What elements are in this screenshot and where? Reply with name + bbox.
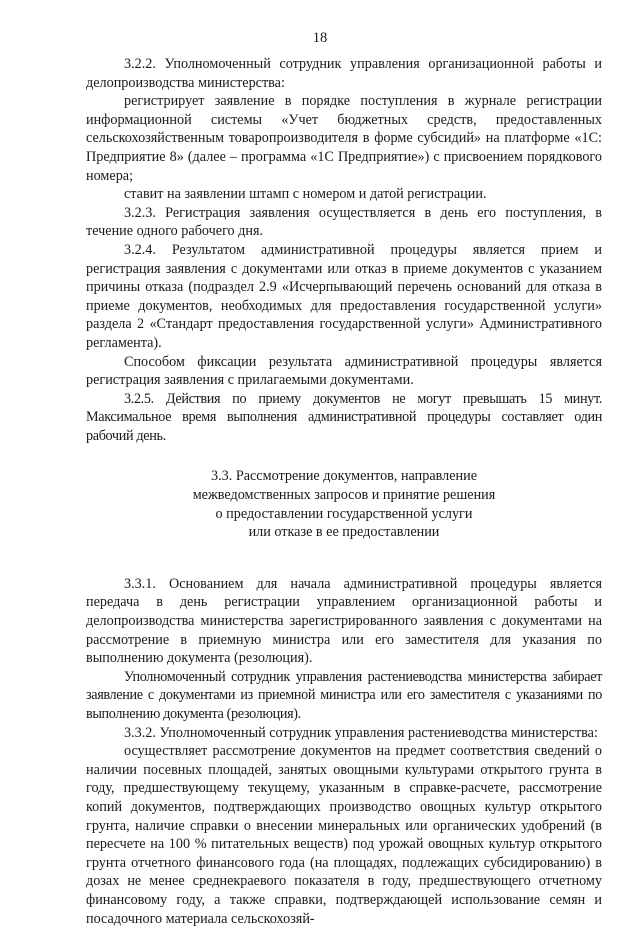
document-body <box>86 55 602 928</box>
paragraph-3-2-4: 3.2.4. Результатом административной процедуры является прием и регистрация заявления с документами или отказ в приеме документов с указанием причины отказа (подраздел 2.9 «Исчерпывающий перечень оснований для отказа в приеме документов, необходимых для предоставления государственной услуги» раздела 2 «Стандарт предоставления государственной услуги» Административного регламента). <box>86 241 602 351</box>
paragraph-3-2-5: 3.2.5. Действия по приему документов не могут превышать 15 минут. Максимальное время выполнения административной процедуры составляет один рабочий день. <box>86 390 602 444</box>
paragraph-3-2-3: 3.2.3. Регистрация заявления осуществляется в день его поступления, в течение одного рабочего дня. <box>86 204 602 240</box>
paragraph-review: осуществляет рассмотрение документов на предмет соответствия сведений о наличии посевных площадей, занятых овощными культурами открытого грунта в году, предшествующему текущему, указанным в справке-расчете, рассмотрение копий документов, подтверждающих производство овощных культур открытого грунта, наличие справки о внесении минеральных или органических удобрений (в пересчете на 100 % питательных веществ) под урожай овощных культур открытого грунта отчетного финансового года (на площадях, подлежащих субсидированию) в дозах не менее среднекраевого показателя в году, предшествующего отчетному финансовому году, а также справки, подтверждающей использование семян и посадочного материала сельскохозяй- <box>86 743 602 927</box>
paragraph-fixation: Способом фиксации результата административной процедуры является регистрация заявления с прилагаемыми документами. <box>86 353 602 389</box>
paragraph-stamp: ставит на заявлении штамп с номером и датой регистрации. <box>124 186 487 203</box>
heading-line: 3.3. Рассмотрение документов, направление <box>210 468 478 485</box>
paragraph-3-3-2: 3.3.2. Уполномоченный сотрудник управления растениеводства министерства: <box>124 724 598 741</box>
heading-line: о предоставлении государственной услуги <box>215 505 473 522</box>
heading-line: межведомственных запросов и принятие решения <box>192 487 496 504</box>
paragraph-registers: регистрирует заявление в порядке поступления в журнале регистрации информационной системы «Учет бюджетных средств, предоставленных сельскохозяйственным товаропроизводителя в форме субсидий» на платформе «1С: Предприятие 8» (далее – программа «1С Предприятие») с присвоением порядкового номера; <box>86 93 602 184</box>
page-number: 18 <box>312 30 328 46</box>
paragraph-3-3-1: 3.3.1. Основанием для начала административной процедуры является передача в день регистрации управлением организационной работы и делопроизводства министерства зарегистрированного заявления с документами на рассмотрение в приемную министра или его заместителя для указания по выполнению документа (резолюция). <box>86 575 602 667</box>
paragraph-3-2-2: 3.2.2. Уполномоченный сотрудник управления организационной работы и делопроизводства министерства: <box>86 56 602 91</box>
paragraph-employee-takes: Уполномоченный сотрудник управления растениеводства министерства забирает заявление с документами из приемной министра или его заместителя с указаниями по выполнению документа (резолюция). <box>86 668 602 722</box>
heading-line: или отказе в ее предоставлении <box>248 524 440 541</box>
section-heading <box>86 467 602 541</box>
